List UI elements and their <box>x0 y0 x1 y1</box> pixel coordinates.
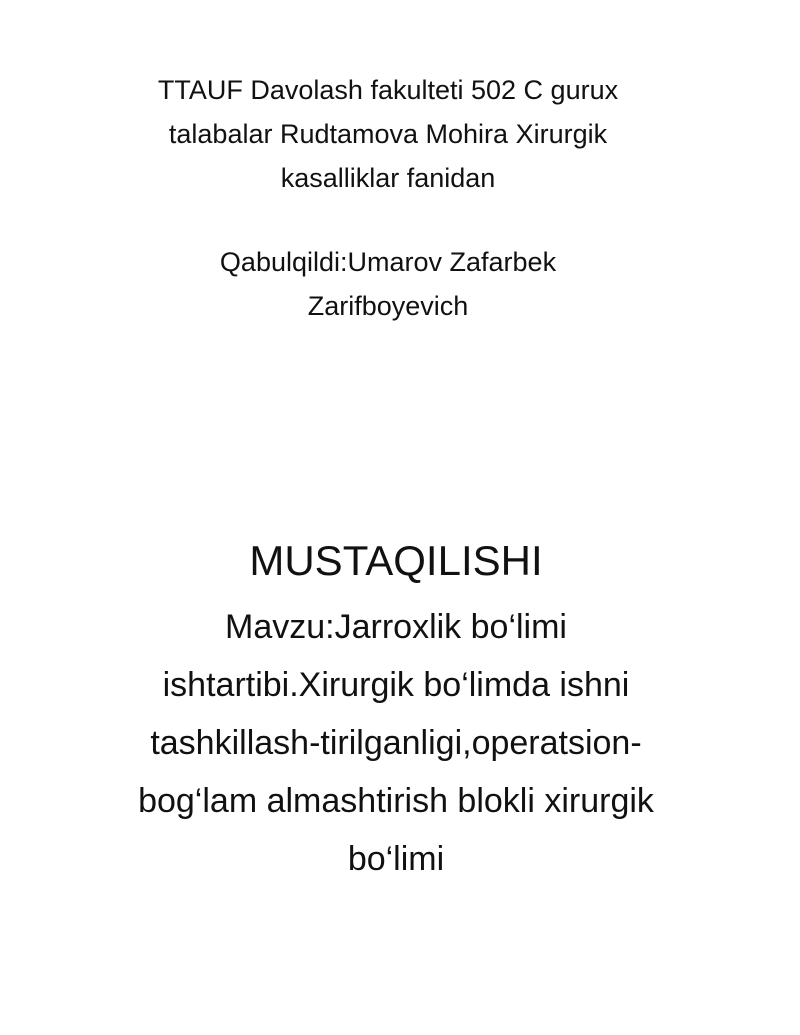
topic-line-1: Mavzu:Jarroxlik bo‘limi <box>225 608 567 646</box>
topic-line-2: ishtartibi.Xirurgik bo‘limda ishni <box>162 666 630 704</box>
topic-line-5: bo‘limi <box>347 840 445 878</box>
header-block <box>110 68 666 200</box>
header-line-1: TTAUF Davolash fakulteti 502 C gurux <box>157 75 619 105</box>
topic-block <box>90 598 702 888</box>
topic-line-4: bog‘lam almashtirish blokli xirurgik <box>138 782 654 820</box>
receiver-line-1: Qabulqildi:Umarov Zafarbek <box>219 247 557 277</box>
header-line-2: talabalar Rudtamova Mohira Xirurgik <box>168 119 608 149</box>
document-title: MUSTAQILISHI <box>249 537 543 584</box>
receiver-line-2: Zarifboyevich <box>307 291 469 321</box>
header-line-3: kasalliklar fanidan <box>280 163 496 193</box>
topic-line-3: tashkillash-tirilganligi,operatsion- <box>150 724 642 762</box>
receiver-block <box>110 240 666 328</box>
